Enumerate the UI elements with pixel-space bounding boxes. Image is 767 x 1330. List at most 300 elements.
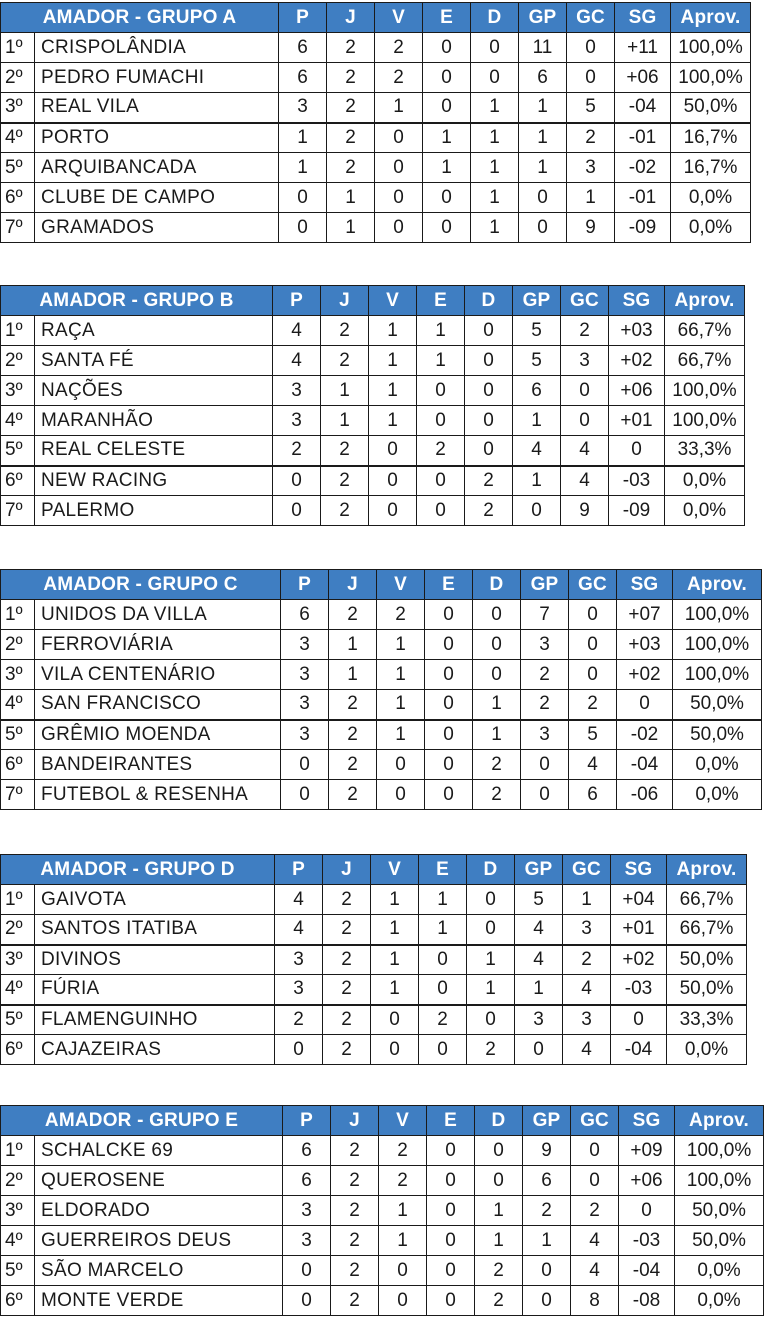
stat-cell: 0	[283, 1286, 331, 1316]
stat-cell: -09	[615, 213, 671, 243]
column-header: P	[283, 1106, 331, 1136]
stat-cell: +09	[619, 1136, 675, 1166]
group-table-d	[0, 854, 747, 1065]
stat-cell: +07	[617, 600, 673, 630]
stat-cell: 0	[281, 780, 329, 810]
standings-table	[0, 2, 751, 243]
stat-cell: 50,0%	[671, 93, 751, 123]
stat-cell: 1	[371, 885, 419, 915]
position-cell: 2º	[1, 915, 35, 945]
team-name: GRÊMIO MOENDA	[35, 720, 281, 750]
stat-cell: -02	[617, 720, 673, 750]
group-title: AMADOR - GRUPO A	[1, 3, 279, 33]
stat-cell: 1	[371, 915, 419, 945]
stat-cell: 0	[419, 975, 467, 1005]
stat-cell: 0	[423, 33, 471, 63]
team-name: SAN FRANCISCO	[35, 690, 281, 720]
position-cell: 6º	[1, 750, 35, 780]
stat-cell: 0	[377, 750, 425, 780]
stat-cell: -03	[609, 466, 665, 496]
stat-cell: 2	[569, 690, 617, 720]
position-cell: 3º	[1, 660, 35, 690]
team-name: VILA CENTENÁRIO	[35, 660, 281, 690]
team-name: FÚRIA	[35, 975, 275, 1005]
table-row	[1, 183, 751, 213]
stat-cell: 9	[523, 1136, 571, 1166]
stat-cell: 0	[417, 376, 465, 406]
stat-cell: 1	[369, 316, 417, 346]
stat-cell: 1	[519, 93, 567, 123]
stat-cell: 4	[563, 975, 611, 1005]
header-row	[1, 855, 747, 885]
stat-cell: 2	[379, 1136, 427, 1166]
stat-cell: 0	[571, 1166, 619, 1196]
stat-cell: 66,7%	[667, 885, 747, 915]
stat-cell: 0,0%	[675, 1256, 764, 1286]
position-cell: 2º	[1, 346, 35, 376]
team-name: GRAMADOS	[35, 213, 279, 243]
stat-cell: 3	[275, 945, 323, 975]
stat-cell: 1	[473, 690, 521, 720]
stat-cell: +03	[609, 316, 665, 346]
table-row	[1, 915, 747, 945]
column-header: GP	[523, 1106, 571, 1136]
stat-cell: 0	[427, 1136, 475, 1166]
team-name: MARANHÃO	[35, 406, 273, 436]
stat-cell: 1	[423, 153, 471, 183]
column-header: D	[473, 570, 521, 600]
column-header: J	[327, 3, 375, 33]
stat-cell: 1	[417, 316, 465, 346]
stat-cell: 0	[423, 63, 471, 93]
table-row	[1, 1166, 764, 1196]
stat-cell: +02	[609, 346, 665, 376]
stat-cell: 2	[331, 1166, 379, 1196]
stat-cell: 4	[275, 885, 323, 915]
stat-cell: 3	[279, 93, 327, 123]
stat-cell: 0	[273, 466, 321, 496]
stat-cell: 6	[283, 1166, 331, 1196]
column-header: GC	[561, 286, 609, 316]
team-name: ELDORADO	[35, 1196, 283, 1226]
stat-cell: 0	[281, 750, 329, 780]
team-name: DIVINOS	[35, 945, 275, 975]
position-cell: 2º	[1, 630, 35, 660]
stat-cell: 1	[327, 213, 375, 243]
stat-cell: 50,0%	[673, 690, 762, 720]
stat-cell: 5	[569, 720, 617, 750]
column-header: SG	[615, 3, 671, 33]
stat-cell: 0	[571, 1136, 619, 1166]
stat-cell: 0	[375, 123, 423, 153]
stat-cell: 100,0%	[671, 33, 751, 63]
stat-cell: +06	[609, 376, 665, 406]
column-header: P	[273, 286, 321, 316]
stat-cell: +01	[611, 915, 667, 945]
column-header: GC	[563, 855, 611, 885]
position-cell: 6º	[1, 183, 35, 213]
column-header: SG	[609, 286, 665, 316]
table-row	[1, 376, 745, 406]
table-row	[1, 945, 747, 975]
stat-cell: 6	[279, 63, 327, 93]
stat-cell: 2	[321, 466, 369, 496]
position-cell: 3º	[1, 1196, 35, 1226]
column-header: GP	[515, 855, 563, 885]
column-header: P	[279, 3, 327, 33]
stat-cell: 0	[275, 1035, 323, 1065]
stat-cell: 0	[617, 690, 673, 720]
stat-cell: 0	[521, 780, 569, 810]
stat-cell: 1	[419, 885, 467, 915]
position-cell: 1º	[1, 1136, 35, 1166]
table-row	[1, 1226, 764, 1256]
stat-cell: 0	[375, 213, 423, 243]
stat-cell: 4	[515, 945, 563, 975]
table-row	[1, 213, 751, 243]
stat-cell: 0	[465, 406, 513, 436]
position-cell: 7º	[1, 213, 35, 243]
table-row	[1, 660, 762, 690]
stat-cell: 2	[331, 1256, 379, 1286]
stat-cell: 0	[619, 1196, 675, 1226]
stat-cell: 2	[327, 63, 375, 93]
team-name: FUTEBOL & RESENHA	[35, 780, 281, 810]
table-row	[1, 1035, 747, 1065]
team-name: PORTO	[35, 123, 279, 153]
table-row	[1, 436, 745, 466]
stat-cell: 6	[523, 1166, 571, 1196]
position-cell: 7º	[1, 496, 35, 526]
stat-cell: 4	[275, 915, 323, 945]
stat-cell: 3	[281, 720, 329, 750]
stat-cell: 100,0%	[673, 630, 762, 660]
stat-cell: 8	[571, 1286, 619, 1316]
table-row	[1, 496, 745, 526]
table-row	[1, 1196, 764, 1226]
stat-cell: 1	[519, 123, 567, 153]
stat-cell: 100,0%	[673, 660, 762, 690]
stat-cell: 0	[379, 1256, 427, 1286]
stat-cell: +01	[609, 406, 665, 436]
stat-cell: 3	[283, 1196, 331, 1226]
stat-cell: 1	[519, 153, 567, 183]
stat-cell: 0	[425, 630, 473, 660]
stat-cell: 100,0%	[665, 376, 745, 406]
position-cell: 5º	[1, 1256, 35, 1286]
stat-cell: 0	[523, 1256, 571, 1286]
table-row	[1, 93, 751, 123]
stat-cell: 0	[611, 1005, 667, 1035]
stat-cell: 0	[567, 63, 615, 93]
stat-cell: 0	[475, 1136, 523, 1166]
team-name: CLUBE DE CAMPO	[35, 183, 279, 213]
stat-cell: 2	[465, 466, 513, 496]
position-cell: 6º	[1, 1286, 35, 1316]
stat-cell: 33,3%	[667, 1005, 747, 1035]
stat-cell: 1	[515, 975, 563, 1005]
column-header: SG	[619, 1106, 675, 1136]
position-cell: 1º	[1, 600, 35, 630]
stat-cell: 2	[323, 1005, 371, 1035]
stat-cell: 1	[563, 885, 611, 915]
standings-table	[0, 1105, 764, 1316]
stat-cell: -04	[617, 750, 673, 780]
stat-cell: 0	[369, 466, 417, 496]
team-name: MONTE VERDE	[35, 1286, 283, 1316]
stat-cell: 3	[521, 720, 569, 750]
stat-cell: 2	[275, 1005, 323, 1035]
table-row	[1, 63, 751, 93]
column-header: D	[467, 855, 515, 885]
stat-cell: 3	[561, 346, 609, 376]
stat-cell: 0	[521, 750, 569, 780]
table-row	[1, 600, 762, 630]
team-name: SANTOS ITATIBA	[35, 915, 275, 945]
stat-cell: 16,7%	[671, 153, 751, 183]
stat-cell: 3	[275, 975, 323, 1005]
stat-cell: 0,0%	[665, 466, 745, 496]
stat-cell: 0	[425, 690, 473, 720]
table-row	[1, 1136, 764, 1166]
stat-cell: 1	[377, 660, 425, 690]
column-header: D	[465, 286, 513, 316]
stat-cell: 2	[331, 1286, 379, 1316]
stat-cell: 0,0%	[675, 1286, 764, 1316]
stat-cell: 2	[523, 1196, 571, 1226]
stat-cell: 2	[467, 1035, 515, 1065]
stat-cell: 4	[273, 316, 321, 346]
team-name: NEW RACING	[35, 466, 273, 496]
column-header: GP	[521, 570, 569, 600]
stat-cell: 4	[563, 1035, 611, 1065]
stat-cell: -02	[615, 153, 671, 183]
stat-cell: 0	[419, 945, 467, 975]
stat-cell: 0	[471, 63, 519, 93]
table-row	[1, 123, 751, 153]
stat-cell: 1	[379, 1196, 427, 1226]
team-name: SÃO MARCELO	[35, 1256, 283, 1286]
table-row	[1, 975, 747, 1005]
position-cell: 3º	[1, 945, 35, 975]
table-row	[1, 406, 745, 436]
stat-cell: 3	[563, 915, 611, 945]
table-row	[1, 346, 745, 376]
stat-cell: 1	[523, 1226, 571, 1256]
stat-cell: 0	[523, 1286, 571, 1316]
stat-cell: 1	[369, 406, 417, 436]
stat-cell: 0	[425, 660, 473, 690]
stat-cell: 2	[561, 316, 609, 346]
column-header: J	[323, 855, 371, 885]
stat-cell: 3	[283, 1226, 331, 1256]
stat-cell: 50,0%	[673, 720, 762, 750]
team-name: GUERREIROS DEUS	[35, 1226, 283, 1256]
position-cell: 1º	[1, 885, 35, 915]
stat-cell: 2	[321, 346, 369, 376]
table-row	[1, 630, 762, 660]
column-header: E	[427, 1106, 475, 1136]
table-row	[1, 1286, 764, 1316]
stat-cell: 0	[567, 33, 615, 63]
team-name: ARQUIBANCADA	[35, 153, 279, 183]
position-cell: 2º	[1, 63, 35, 93]
stat-cell: 4	[569, 750, 617, 780]
stat-cell: +02	[611, 945, 667, 975]
team-name: REAL VILA	[35, 93, 279, 123]
stat-cell: 1	[417, 346, 465, 376]
stat-cell: 0	[569, 660, 617, 690]
column-header: J	[331, 1106, 379, 1136]
stat-cell: 7	[521, 600, 569, 630]
stat-cell: 4	[515, 915, 563, 945]
stat-cell: +04	[611, 885, 667, 915]
stat-cell: 4	[513, 436, 561, 466]
standings-table	[0, 569, 762, 810]
stat-cell: 100,0%	[675, 1166, 764, 1196]
stat-cell: 3	[521, 630, 569, 660]
stat-cell: 4	[561, 436, 609, 466]
stat-cell: +06	[615, 63, 671, 93]
stat-cell: +06	[619, 1166, 675, 1196]
stat-cell: 2	[419, 1005, 467, 1035]
team-name: CRISPOLÂNDIA	[35, 33, 279, 63]
stat-cell: 2	[377, 600, 425, 630]
stat-cell: 2	[465, 496, 513, 526]
position-cell: 7º	[1, 780, 35, 810]
stat-cell: 2	[329, 690, 377, 720]
column-header: D	[471, 3, 519, 33]
group-title: AMADOR - GRUPO D	[1, 855, 275, 885]
stat-cell: 6	[283, 1136, 331, 1166]
stat-cell: 1	[327, 183, 375, 213]
stat-cell: 0	[513, 496, 561, 526]
stat-cell: 0	[427, 1256, 475, 1286]
stat-cell: 3	[281, 630, 329, 660]
stat-cell: +11	[615, 33, 671, 63]
stat-cell: 0	[371, 1035, 419, 1065]
team-name: PALERMO	[35, 496, 273, 526]
stat-cell: 0	[369, 436, 417, 466]
stat-cell: 100,0%	[673, 600, 762, 630]
stat-cell: 1	[471, 213, 519, 243]
stat-cell: 9	[567, 213, 615, 243]
column-header: GP	[519, 3, 567, 33]
stat-cell: 66,7%	[665, 346, 745, 376]
stat-cell: +03	[617, 630, 673, 660]
stat-cell: 2	[329, 600, 377, 630]
stat-cell: 100,0%	[665, 406, 745, 436]
stat-cell: 3	[281, 690, 329, 720]
stat-cell: 9	[561, 496, 609, 526]
stat-cell: 2	[323, 975, 371, 1005]
stat-cell: 1	[321, 406, 369, 436]
column-header: P	[275, 855, 323, 885]
stat-cell: 0	[369, 496, 417, 526]
stat-cell: 0,0%	[671, 213, 751, 243]
stat-cell: 2	[273, 436, 321, 466]
stat-cell: 1	[279, 153, 327, 183]
stat-cell: 0	[473, 600, 521, 630]
stat-cell: 1	[471, 183, 519, 213]
stat-cell: 33,3%	[665, 436, 745, 466]
stat-cell: 2	[473, 750, 521, 780]
stat-cell: 3	[563, 1005, 611, 1035]
stat-cell: 1	[467, 975, 515, 1005]
stat-cell: 0	[423, 213, 471, 243]
table-row	[1, 1005, 747, 1035]
stat-cell: 0	[283, 1256, 331, 1286]
stat-cell: 0	[417, 496, 465, 526]
stat-cell: 0	[569, 600, 617, 630]
stat-cell: 0,0%	[673, 780, 762, 810]
stat-cell: 2	[327, 93, 375, 123]
stat-cell: 2	[571, 1196, 619, 1226]
stat-cell: 0	[425, 750, 473, 780]
stat-cell: 2	[323, 885, 371, 915]
stat-cell: 2	[521, 660, 569, 690]
stat-cell: 0	[465, 346, 513, 376]
stat-cell: 0	[515, 1035, 563, 1065]
stat-cell: 1	[329, 630, 377, 660]
team-name: BANDEIRANTES	[35, 750, 281, 780]
table-row	[1, 153, 751, 183]
stat-cell: 1	[377, 720, 425, 750]
stat-cell: 0	[427, 1166, 475, 1196]
stat-cell: 0	[423, 93, 471, 123]
stat-cell: 2	[375, 63, 423, 93]
column-header: V	[375, 3, 423, 33]
stat-cell: 0	[279, 213, 327, 243]
stat-cell: 5	[513, 316, 561, 346]
stat-cell: 100,0%	[671, 63, 751, 93]
team-name: SANTA FÉ	[35, 346, 273, 376]
position-cell: 5º	[1, 153, 35, 183]
team-name: PEDRO FUMACHI	[35, 63, 279, 93]
group-title: AMADOR - GRUPO B	[1, 286, 273, 316]
stat-cell: 6	[279, 33, 327, 63]
position-cell: 4º	[1, 123, 35, 153]
position-cell: 4º	[1, 406, 35, 436]
team-name: NAÇÕES	[35, 376, 273, 406]
column-header: P	[281, 570, 329, 600]
stat-cell: 4	[561, 466, 609, 496]
column-header: E	[423, 3, 471, 33]
stat-cell: 0	[425, 720, 473, 750]
stat-cell: 1	[423, 123, 471, 153]
stat-cell: 2	[375, 33, 423, 63]
stat-cell: 2	[331, 1136, 379, 1166]
stat-cell: 2	[327, 153, 375, 183]
stat-cell: 1	[467, 945, 515, 975]
team-name: GAIVOTA	[35, 885, 275, 915]
stat-cell: 1	[369, 376, 417, 406]
column-header: Aprov.	[671, 3, 751, 33]
standings-table	[0, 285, 745, 526]
stat-cell: -08	[619, 1286, 675, 1316]
stat-cell: 0	[561, 406, 609, 436]
stat-cell: 4	[273, 346, 321, 376]
stat-cell: 2	[321, 316, 369, 346]
stat-cell: 3	[273, 406, 321, 436]
stat-cell: 0	[519, 183, 567, 213]
column-header: GC	[569, 570, 617, 600]
stat-cell: 1	[513, 406, 561, 436]
stat-cell: 5	[515, 885, 563, 915]
stat-cell: 66,7%	[667, 915, 747, 945]
column-header: J	[329, 570, 377, 600]
column-header: Aprov.	[673, 570, 762, 600]
